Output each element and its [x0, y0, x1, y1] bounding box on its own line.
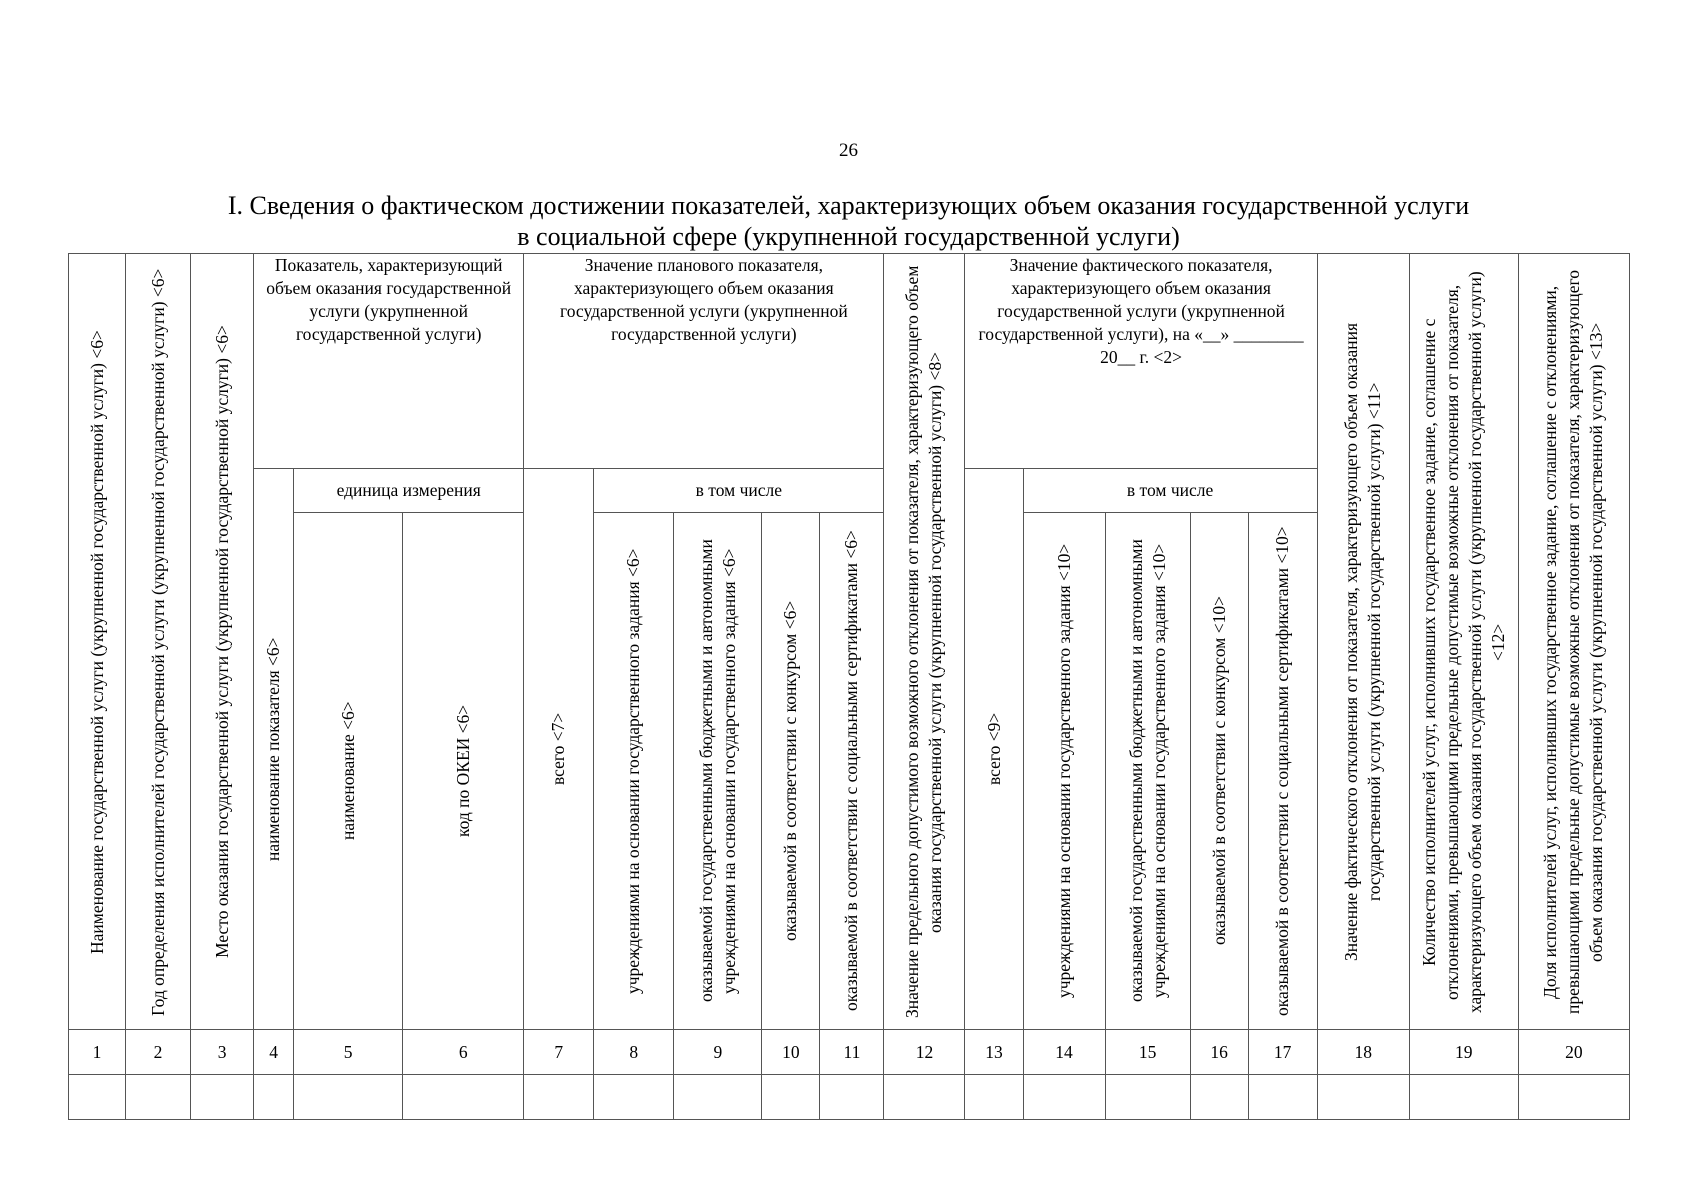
empty-cell[interactable]	[762, 1075, 820, 1120]
empty-cell[interactable]	[1518, 1075, 1629, 1120]
header-plan-budget: оказываемой государственными бюджетными и автономными учреждениями на основании государственного задания <6>	[674, 513, 762, 1030]
empty-cell[interactable]	[403, 1075, 524, 1120]
empty-cell[interactable]	[965, 1075, 1023, 1120]
indicators-table	[68, 253, 1630, 1120]
empty-cell[interactable]	[1105, 1075, 1190, 1120]
header-plan-institutions: учреждениями на основании государственного задания <6>	[594, 513, 674, 1030]
header-place: Место оказания государственной услуги (укрупненной государственной услуги) <6>	[191, 254, 254, 1030]
column-number: 14	[1023, 1030, 1105, 1075]
column-number: 7	[524, 1030, 594, 1075]
header-plan-group: Значение планового показателя, характеризующего объем оказания государственной услуги (укрупненной государственной услуги)	[524, 254, 884, 469]
header-okei-code: код по ОКЕИ <6>	[403, 513, 524, 1030]
empty-cell[interactable]	[1248, 1075, 1317, 1120]
header-executors-share: Доля исполнителей услуг, исполнивших государственное задание, соглашение с отклонениями, превышающими предельные допустимые возможные отклонения от показателя, характеризующего объем оказания государственной услуги (укрупненной государственной услуги) <13>	[1518, 254, 1629, 1030]
empty-cell[interactable]	[294, 1075, 403, 1120]
column-number: 4	[254, 1030, 294, 1075]
column-number: 2	[126, 1030, 191, 1075]
column-number: 5	[294, 1030, 403, 1075]
empty-cell[interactable]	[254, 1075, 294, 1120]
column-number: 18	[1317, 1030, 1409, 1075]
empty-cell[interactable]	[1317, 1075, 1409, 1120]
section-title-line-1: I. Сведения о фактическом достижении показателей, характеризующих объем оказания государственной услуги	[227, 191, 1470, 220]
header-fact-budget: оказываемой государственными бюджетными и автономными учреждениями на основании государственного задания <10>	[1105, 513, 1190, 1030]
column-number: 10	[762, 1030, 820, 1075]
header-year: Год определения исполнителей государственной услуги (укрупненной государственной услуги) <6>	[126, 254, 191, 1030]
header-indicator-group: Показатель, характеризующий объем оказания государственной услуги (укрупненной государственной услуги)	[254, 254, 524, 469]
header-plan-including: в том числе	[594, 469, 884, 513]
column-number: 8	[594, 1030, 674, 1075]
column-number: 16	[1190, 1030, 1248, 1075]
column-number: 17	[1248, 1030, 1317, 1075]
column-number: 12	[884, 1030, 965, 1075]
empty-data-row	[69, 1075, 1630, 1120]
column-number: 19	[1409, 1030, 1518, 1075]
column-number: 13	[965, 1030, 1023, 1075]
header-executors-count: Количество исполнителей услуг, исполнивших государственное задание, соглашение с отклонениями, превышающими предельные допустимые возможные отклонения от показателя, характеризующего объем оказания государственной услуги (укрупненной государственной услуги) <12>	[1409, 254, 1518, 1030]
header-fact-certificates: оказываемой в соответствии с социальными сертификатами <10>	[1248, 513, 1317, 1030]
column-number: 1	[69, 1030, 126, 1075]
empty-cell[interactable]	[1023, 1075, 1105, 1120]
column-number: 20	[1518, 1030, 1629, 1075]
header-indicator-name: наименование показателя <6>	[254, 469, 294, 1030]
header-actual-deviation: Значение фактического отклонения от показателя, характеризующего объем оказания государственной услуги (укрупненной государственной услуги) <11>	[1317, 254, 1409, 1030]
header-fact-contest: оказываемой в соответствии с конкурсом <10>	[1190, 513, 1248, 1030]
empty-cell[interactable]	[191, 1075, 254, 1120]
column-number: 3	[191, 1030, 254, 1075]
empty-cell[interactable]	[69, 1075, 126, 1120]
empty-cell[interactable]	[884, 1075, 965, 1120]
empty-cell[interactable]	[1409, 1075, 1518, 1120]
column-number: 6	[403, 1030, 524, 1075]
header-fact-group: Значение фактического показателя, характеризующего объем оказания государственной услуги (укрупненной государственной услуги), на «__» ________ 20__ г. <2>	[965, 254, 1317, 469]
empty-cell[interactable]	[126, 1075, 191, 1120]
header-plan-total: всего <7>	[524, 469, 594, 1030]
column-number-row	[69, 1030, 1630, 1075]
column-number: 15	[1105, 1030, 1190, 1075]
header-allowed-deviation: Значение предельного допустимого возможного отклонения от показателя, характеризующего объем оказания государственной услуги (укрупненной государственной услуги) <8>	[884, 254, 965, 1030]
header-plan-contest: оказываемой в соответствии с конкурсом <6>	[762, 513, 820, 1030]
header-fact-total: всего <9>	[965, 469, 1023, 1030]
page-number: 26	[839, 140, 858, 161]
header-unit-group: единица измерения	[294, 469, 524, 513]
section-title	[0, 190, 1697, 252]
empty-cell[interactable]	[594, 1075, 674, 1120]
header-unit-name: наименование <6>	[294, 513, 403, 1030]
empty-cell[interactable]	[820, 1075, 884, 1120]
column-number: 9	[674, 1030, 762, 1075]
header-service-name: Наименование государственной услуги (укрупненной государственной услуги) <6>	[69, 254, 126, 1030]
empty-cell[interactable]	[524, 1075, 594, 1120]
header-fact-institutions: учреждениями на основании государственного задания <10>	[1023, 513, 1105, 1030]
section-title-line-2: в социальной сфере (укрупненной государственной услуги)	[517, 222, 1180, 251]
empty-cell[interactable]	[1190, 1075, 1248, 1120]
header-plan-certificates: оказываемой в соответствии с социальными сертификатами <6>	[820, 513, 884, 1030]
empty-cell[interactable]	[674, 1075, 762, 1120]
column-number: 11	[820, 1030, 884, 1075]
header-fact-including: в том числе	[1023, 469, 1317, 513]
